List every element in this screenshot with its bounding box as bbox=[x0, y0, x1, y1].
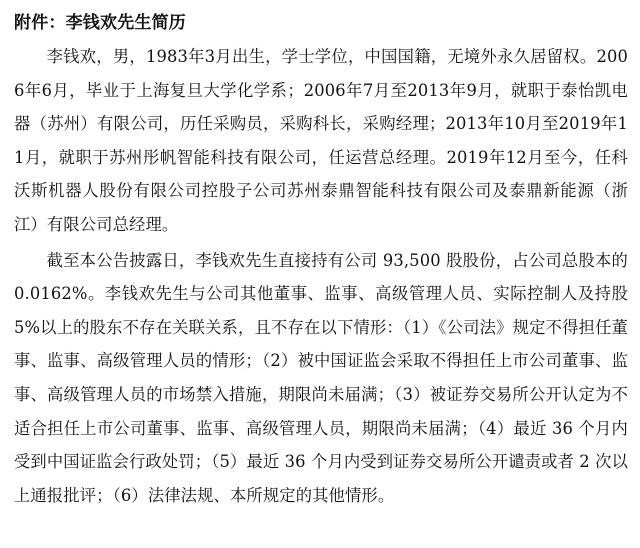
document-title: 附件：李钱欢先生简历 bbox=[14, 13, 186, 33]
disclosure-paragraph: 截至本公告披露日，李钱欢先生直接持有公司 93,500 股股份，占公司总股本的 0.0162%。李钱欢先生与公司其他董事、监事、高级管理人员、实际控制人及持股 5%以上的股东不存在关联关系，且不存在以下情形：（1）《公司法》规定不得担任董事、监事、高级管理人员的情形；（2）被中国证监会采取不得担任上市公司董事、监事、高级管理人员的市场禁入措施，期限尚未届满；（3）被证券交易所公开认定为不适合担任上市公司董事、监事、高级管理人员，期限尚未届满；（4）最近 36 个月内受到中国证监会行政处罚；（5）最近 36 个月内受到证券交易所公开谴责或者 2 次以上通报批评；（6）法律法规、本所规定的其他情形。 bbox=[14, 250, 628, 505]
resume-paragraph: 李钱欢，男，1983年3月出生，学士学位，中国国籍，无境外永久居留权。2006年6月，毕业于上海复旦大学化学系；2006年7月至2013年9月，就职于泰怡凯电器（苏州）有限公司，历任采购员，采购科长，采购经理；2013年10月至2019年11月，就职于苏州彤帆智能科技有限公司，任运营总经理。2019年12月至今，任科沃斯机器人股份有限公司控股子公司苏州泰鼎智能科技有限公司及泰鼎新能源（浙江）有限公司总经理。 bbox=[14, 47, 628, 234]
